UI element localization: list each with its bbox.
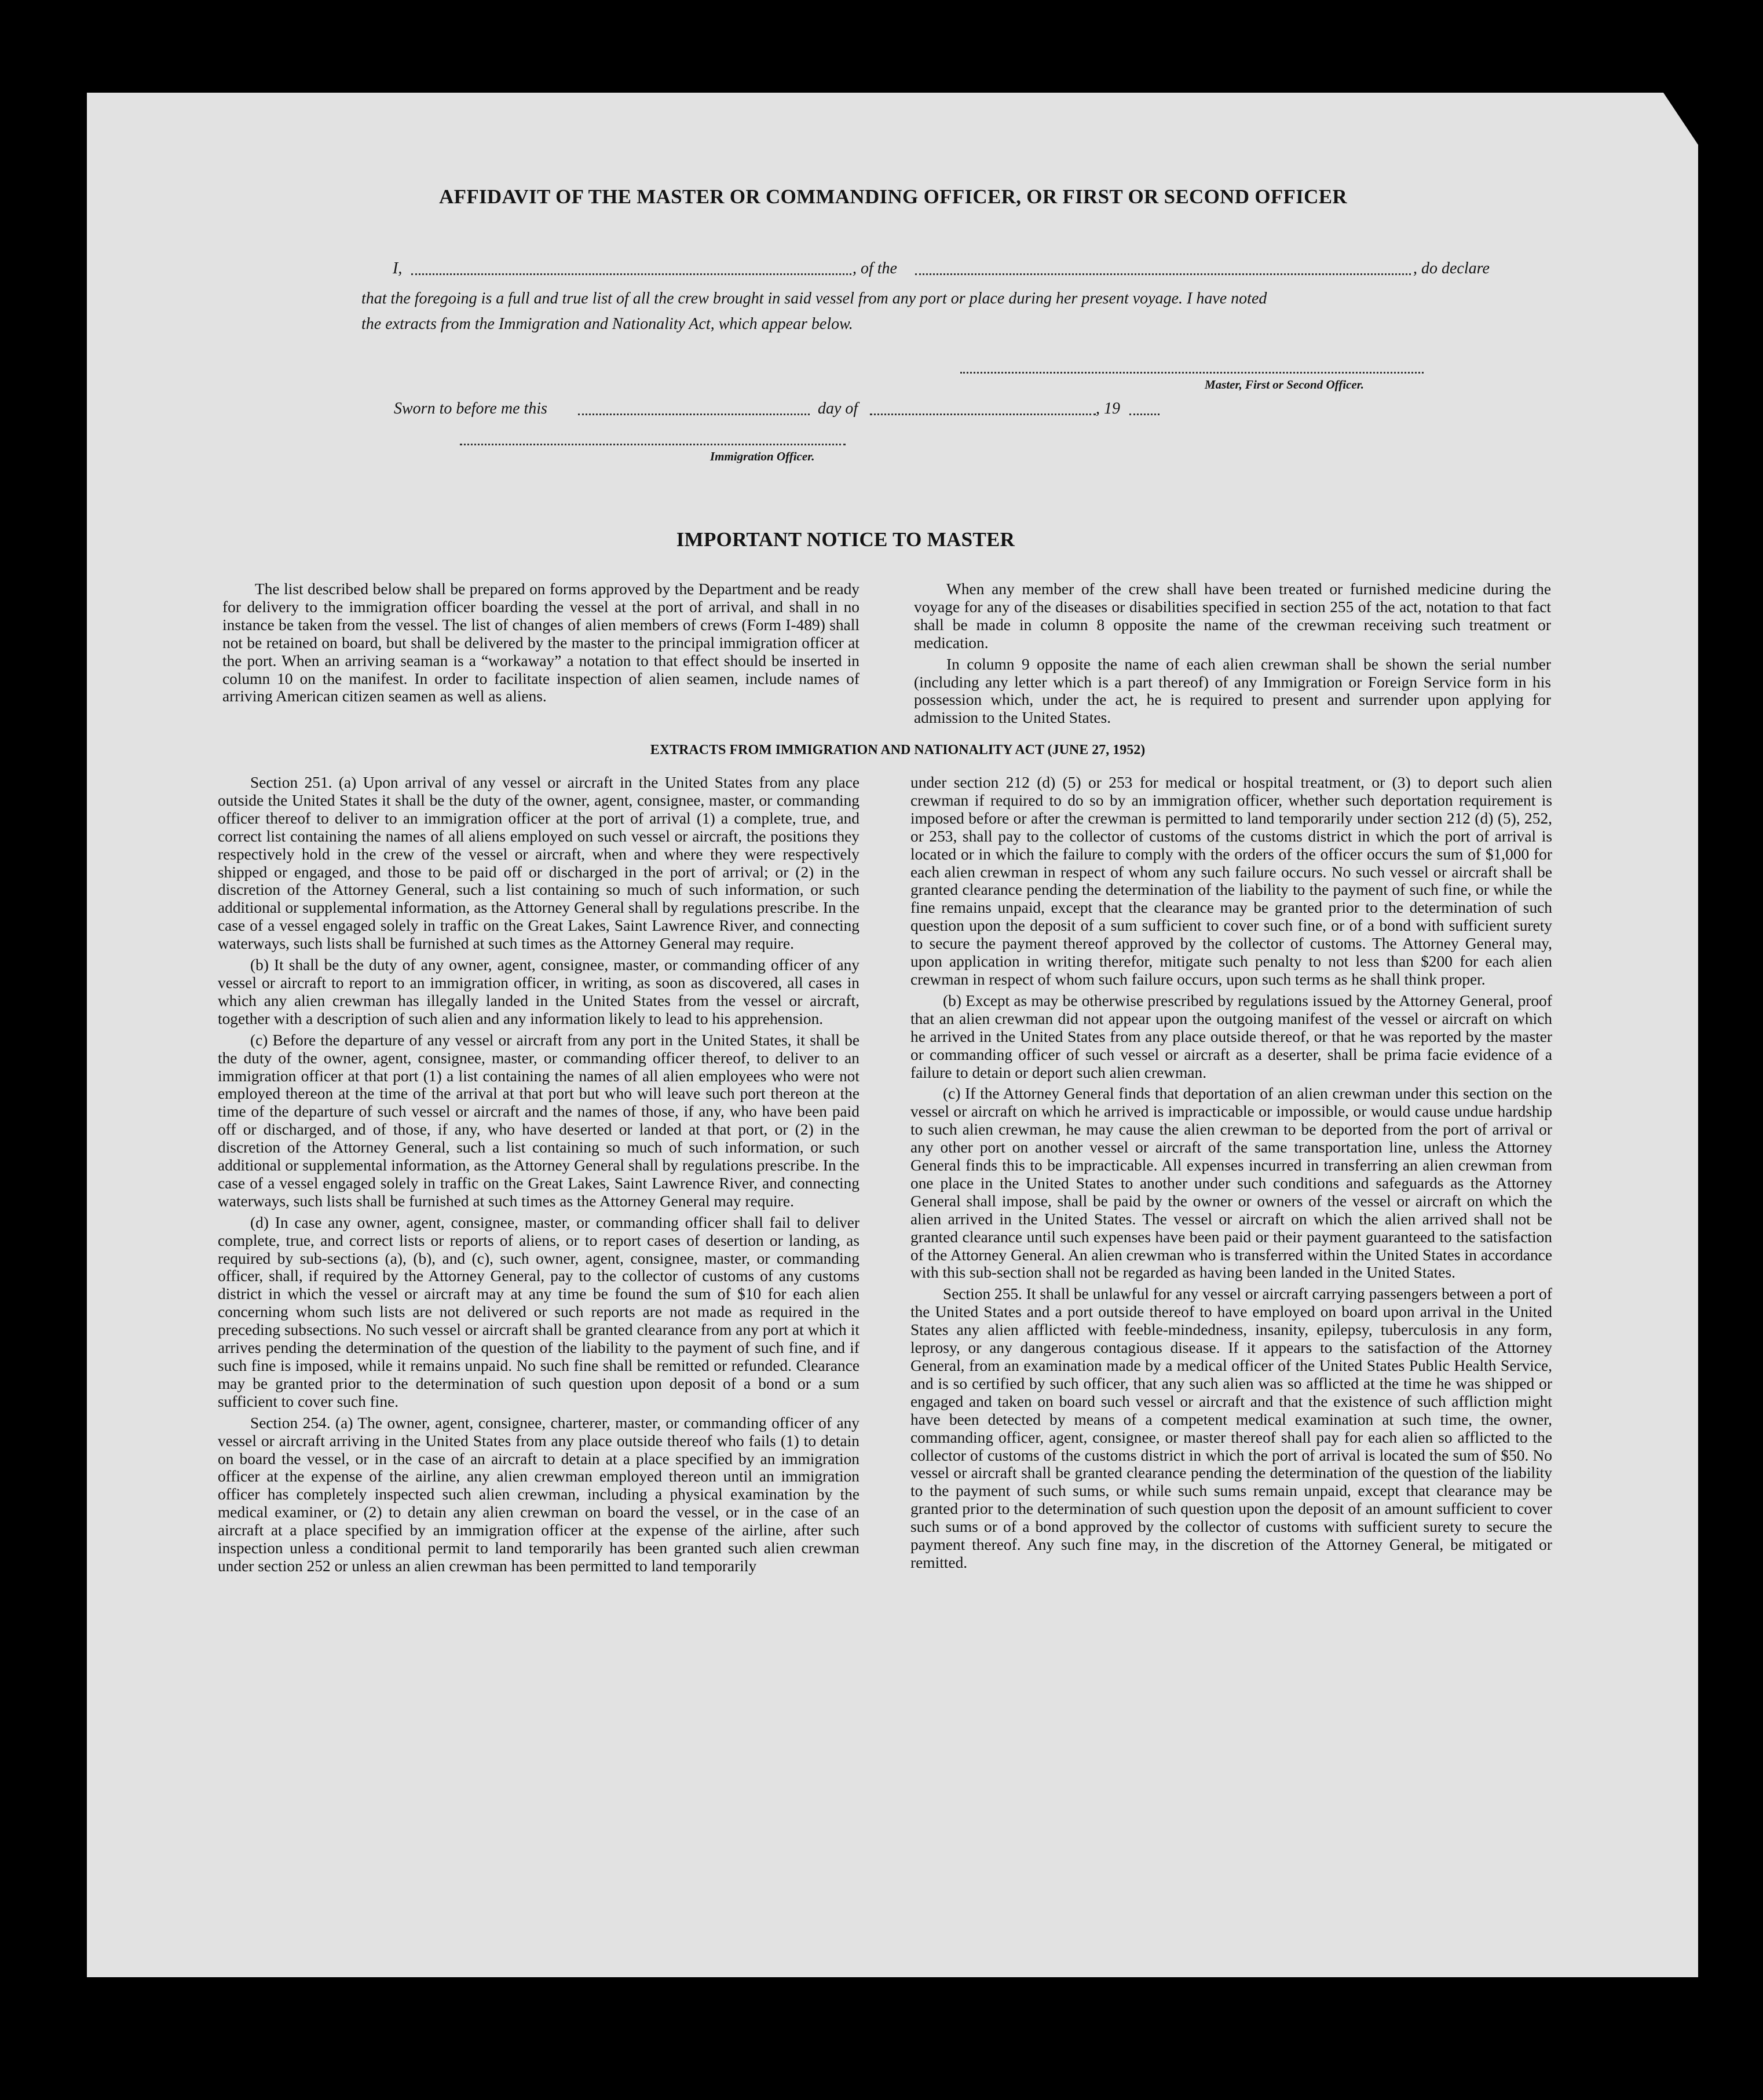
notice-left-column — [222, 580, 859, 709]
notice-title: IMPORTANT NOTICE TO MASTER — [676, 528, 1015, 551]
immigration-officer-caption: Immigration Officer. — [710, 449, 815, 463]
notice-right-column — [914, 580, 1551, 730]
affidavit-line-2: that the foregoing is a full and true list of all the crew brought in said vessel from any port or place during her present voyage. I have noted — [361, 290, 1267, 308]
year-label: , 19 — [1096, 400, 1120, 418]
master-signature-line — [960, 372, 1424, 374]
name-line — [411, 273, 851, 275]
year-line — [1129, 414, 1160, 415]
sworn-month-line — [870, 414, 1096, 415]
extracts-left-column — [218, 774, 859, 1579]
document-page — [87, 93, 1698, 1977]
vessel-line — [915, 273, 1411, 275]
notice-paragraph: When any member of the crew shall have been treated or furnished medicine during the voyage for any of the diseases or disabilities specified in section 255 of the act, notation to that fact shall be made in column 8 opposite the name of the crewman receiving such treatment or medication. — [914, 580, 1551, 652]
statute-paragraph: (c) Before the departure of any vessel or aircraft from any port in the United States, it shall be the duty of the owner, agent, consignee, master, or commanding officer thereof, to deliver to an immigration officer at that port (1) a list containing the names of all alien employees who were not employed thereon at the time of the arrival at that port but who will leave such port thereon at the time of the departure of such vessel or aircraft and the names of those, if any, who have been paid off or discharged, and of those, if any, who have deserted or landed at that port, or (2) in the discretion of the Attorney General, such a list containing so much of such information, or such additional or supplemental information, as the Attorney General shall by regulations prescribe. In the case of a vessel engaged solely in traffic on the Great Lakes, Saint Lawrence River, and connecting waterways, such lists shall be furnished at such times as the Attorney General may require. — [218, 1031, 859, 1210]
master-caption: Master, First or Second Officer. — [1205, 378, 1364, 392]
statute-paragraph: (d) In case any owner, agent, consignee, master, or commanding officer shall fail to deliver complete, true, and correct lists or reports of aliens, or to report cases of desertion or landing, as required by sub-sections (a), (b), and (c), such owner, agent, consignee, master, or commanding officer, shall, if required by the Attorney General, pay to the collector of customs of any customs district in which the vessel or aircraft may at any time be found the sum of $10 for each alien concerning whom such lists are not delivered or such reports are not made as required in the preceding subsections. No such vessel or aircraft shall be granted clearance from any port at which it arrives pending the determination of the question of the liability to the payment of such fine, and if such fine is imposed, while it remains unpaid. No such fine shall be remitted or refunded. Clearance may be granted prior to the determination of such question upon deposit of a bond or a sum sufficient to cover such fine. — [218, 1213, 859, 1410]
notice-paragraph: In column 9 opposite the name of each alien crewman shall be shown the serial number (including any letter which is a part thereof) of any Immigration or Foreign Service form in his possession which, under the act, he is required to present and surrender upon applying for admission to the United States. — [914, 655, 1551, 727]
extracts-right-column — [910, 774, 1552, 1575]
affidavit-i-label: I, — [393, 259, 403, 277]
statute-paragraph: (c) If the Attorney General finds that deportation of an alien crewman under this section on the vessel or aircraft on which he arrived is impracticable or impossible, or would cause undue hardship to such alien crewman, he may cause the alien crewman to be deported from the port of arrival or any other port on another vessel or aircraft of the same transportation line, unless the Attorney General finds this to be impracticable. All expenses incurred in transferring an alien crewman from one place in the United States to another under such conditions and safeguards as the Attorney General shall impose, shall be paid by the owner or owners of the vessel or aircraft on which the alien arrived in the United States. The vessel or aircraft on which the alien arrived shall not be granted clearance until such expenses have been paid or their payment guaranteed to the satisfaction of the Attorney General. An alien crewman who is transferred within the United States in accordance with this sub-section shall not be regarded as having been landed in the United States. — [910, 1085, 1552, 1282]
day-of-label: day of — [818, 400, 858, 418]
sworn-label: Sworn to before me this — [394, 400, 547, 418]
statute-paragraph: (b) It shall be the duty of any owner, agent, consignee, master, or commanding officer of any vessel or aircraft to report to an immigration officer, in writing, as soon as discovered, all cases in which any alien crewman has illegally landed in the United States from the vessel or aircraft, together with a description of such alien and any information likely to lead to his apprehension. — [218, 956, 859, 1027]
extracts-title: EXTRACTS FROM IMMIGRATION AND NATIONALITY ACT (JUNE 27, 1952) — [650, 742, 1146, 758]
affidavit-do-declare-label: , do declare — [1413, 259, 1490, 277]
immigration-officer-signature-line — [460, 444, 846, 445]
statute-paragraph: Section 254. (a) The owner, agent, consignee, charterer, master, or commanding officer of any vessel or aircraft arriving in the United States from any place outside thereof who fails (1) to detain on board the vessel, or in the case of an aircraft to detain at a place specified by an immigration officer at the expense of the airline, any alien crewman employed thereon until an immigration officer has completely inspected such alien crewman, including a physical examination by the medical examiner, or (2) to detain any alien crewman on board the vessel, or in the case of an aircraft at a place specified by an immigration officer at the expense of the airline, after such inspection unless a conditional permit to land temporarily has been granted such alien crewman under section 252 or unless an alien crewman has been permitted to land temporarily — [218, 1414, 859, 1575]
notice-paragraph: The list described below shall be prepared on forms approved by the Department and be ready for delivery to the immigration officer boarding the vessel at the port of arrival, and shall in no instance be taken from the vessel. The list of changes of alien members of crews (Form I-489) shall not be retained on board, but shall be delivered by the master to the principal immigration officer at the port. When an arriving seaman is a “workaway” a notation to that effect should be inserted in column 10 on the manifest. In order to facilitate inspection of alien seamen, include names of arriving American citizen seamen as well as aliens. — [222, 580, 859, 705]
affidavit-of-the-label: , of the — [853, 259, 897, 277]
sworn-day-line — [578, 414, 810, 415]
statute-paragraph: (b) Except as may be otherwise prescribed by regulations issued by the Attorney General, proof that an alien crewman did not appear upon the outgoing manifest of the vessel or aircraft on which he arrived in the United States from any place outside thereof, or that he was reported by the master or commanding officer of such vessel or aircraft as a deserter, shall be prima facie evidence of a failure to detain or deport such alien crewman. — [910, 992, 1552, 1081]
statute-paragraph: Section 255. It shall be unlawful for any vessel or aircraft carrying passengers between a port of the United States and a port outside thereof to have employed on board upon arrival in the United States any alien afflicted with feeble-mindedness, insanity, epilepsy, tuberculosis in any form, leprosy, or any dangerous contagious disease. If it appears to the satisfaction of the Attorney General, from an examination made by a medical officer of the United States Public Health Service, and is so certified by such officer, that any such alien was so afflicted at the time he was shipped or engaged and taken on board such vessel or aircraft and that the existence of such affliction might have been detected by means of a competent medical examination at such time, the owner, commanding officer, agent, consignee, or master thereof shall pay for each alien so afflicted to the collector of customs of the customs district in which the port of arrival is located the sum of $50. No vessel or aircraft shall be granted clearance pending the determination of the question of the liability to the payment of such sums, or while such sums remain unpaid, except that clearance may be granted prior to the determination of such question upon the deposit of an amount sufficient to cover such sums or of a bond approved by the collector of customs with sufficient surety to secure the payment thereof. Any such fine may, in the discretion of the Attorney General, be mitigated or remitted. — [910, 1285, 1552, 1571]
affidavit-line-3: the extracts from the Immigration and Nationality Act, which appear below. — [361, 315, 853, 333]
statute-paragraph: under section 212 (d) (5) or 253 for medical or hospital treatment, or (3) to deport such alien crewman if required to do so by an immigration officer, whether such deportation requirement is imposed before or after the crewman is permitted to land temporarily under section 212 (d) (5), 252, or 253, shall pay to the collector of customs of the customs district in which the port of arrival is located or in which the failure to comply with the orders of the officer occurs the sum of $1,000 for each alien crewman in respect of whom any such failure occurs. No such vessel or aircraft shall be granted clearance pending the determination of the liability to the payment of such fine, or while the fine remains unpaid, except that the clearance may be granted prior to the determination of such question upon the deposit of a sum sufficient to cover such fine, or of a bond with sufficient surety to secure the payment thereof approved by the collector of customs. The Attorney General may, upon application in writing therefor, mitigate such penalty to not less than $200 for each alien crewman in respect of whom such failure occurs, upon such terms as he shall think proper. — [910, 774, 1552, 988]
statute-paragraph: Section 251. (a) Upon arrival of any vessel or aircraft in the United States from any place outside the United States it shall be the duty of the owner, agent, consignee, master, or commanding officer thereof to deliver to an immigration officer at the port of arrival (1) a complete, true, and correct list containing the names of all aliens employed on such vessel or aircraft, the positions they respectively hold in the crew of the vessel or aircraft, when and where they were respectively shipped or engaged, and those to be paid off or discharged in the port of arrival; or (2) in the discretion of the Attorney General, such a list containing so much of such information, or such additional or supplemental information, as the Attorney General shall by regulations prescribe. In the case of a vessel engaged solely in traffic on the Great Lakes, Saint Lawrence River, and connecting waterways, such lists shall be furnished at such times as the Attorney General may require. — [218, 774, 859, 953]
affidavit-title: AFFIDAVIT OF THE MASTER OR COMMANDING OFFICER, OR FIRST OR SECOND OFFICER — [439, 185, 1347, 208]
